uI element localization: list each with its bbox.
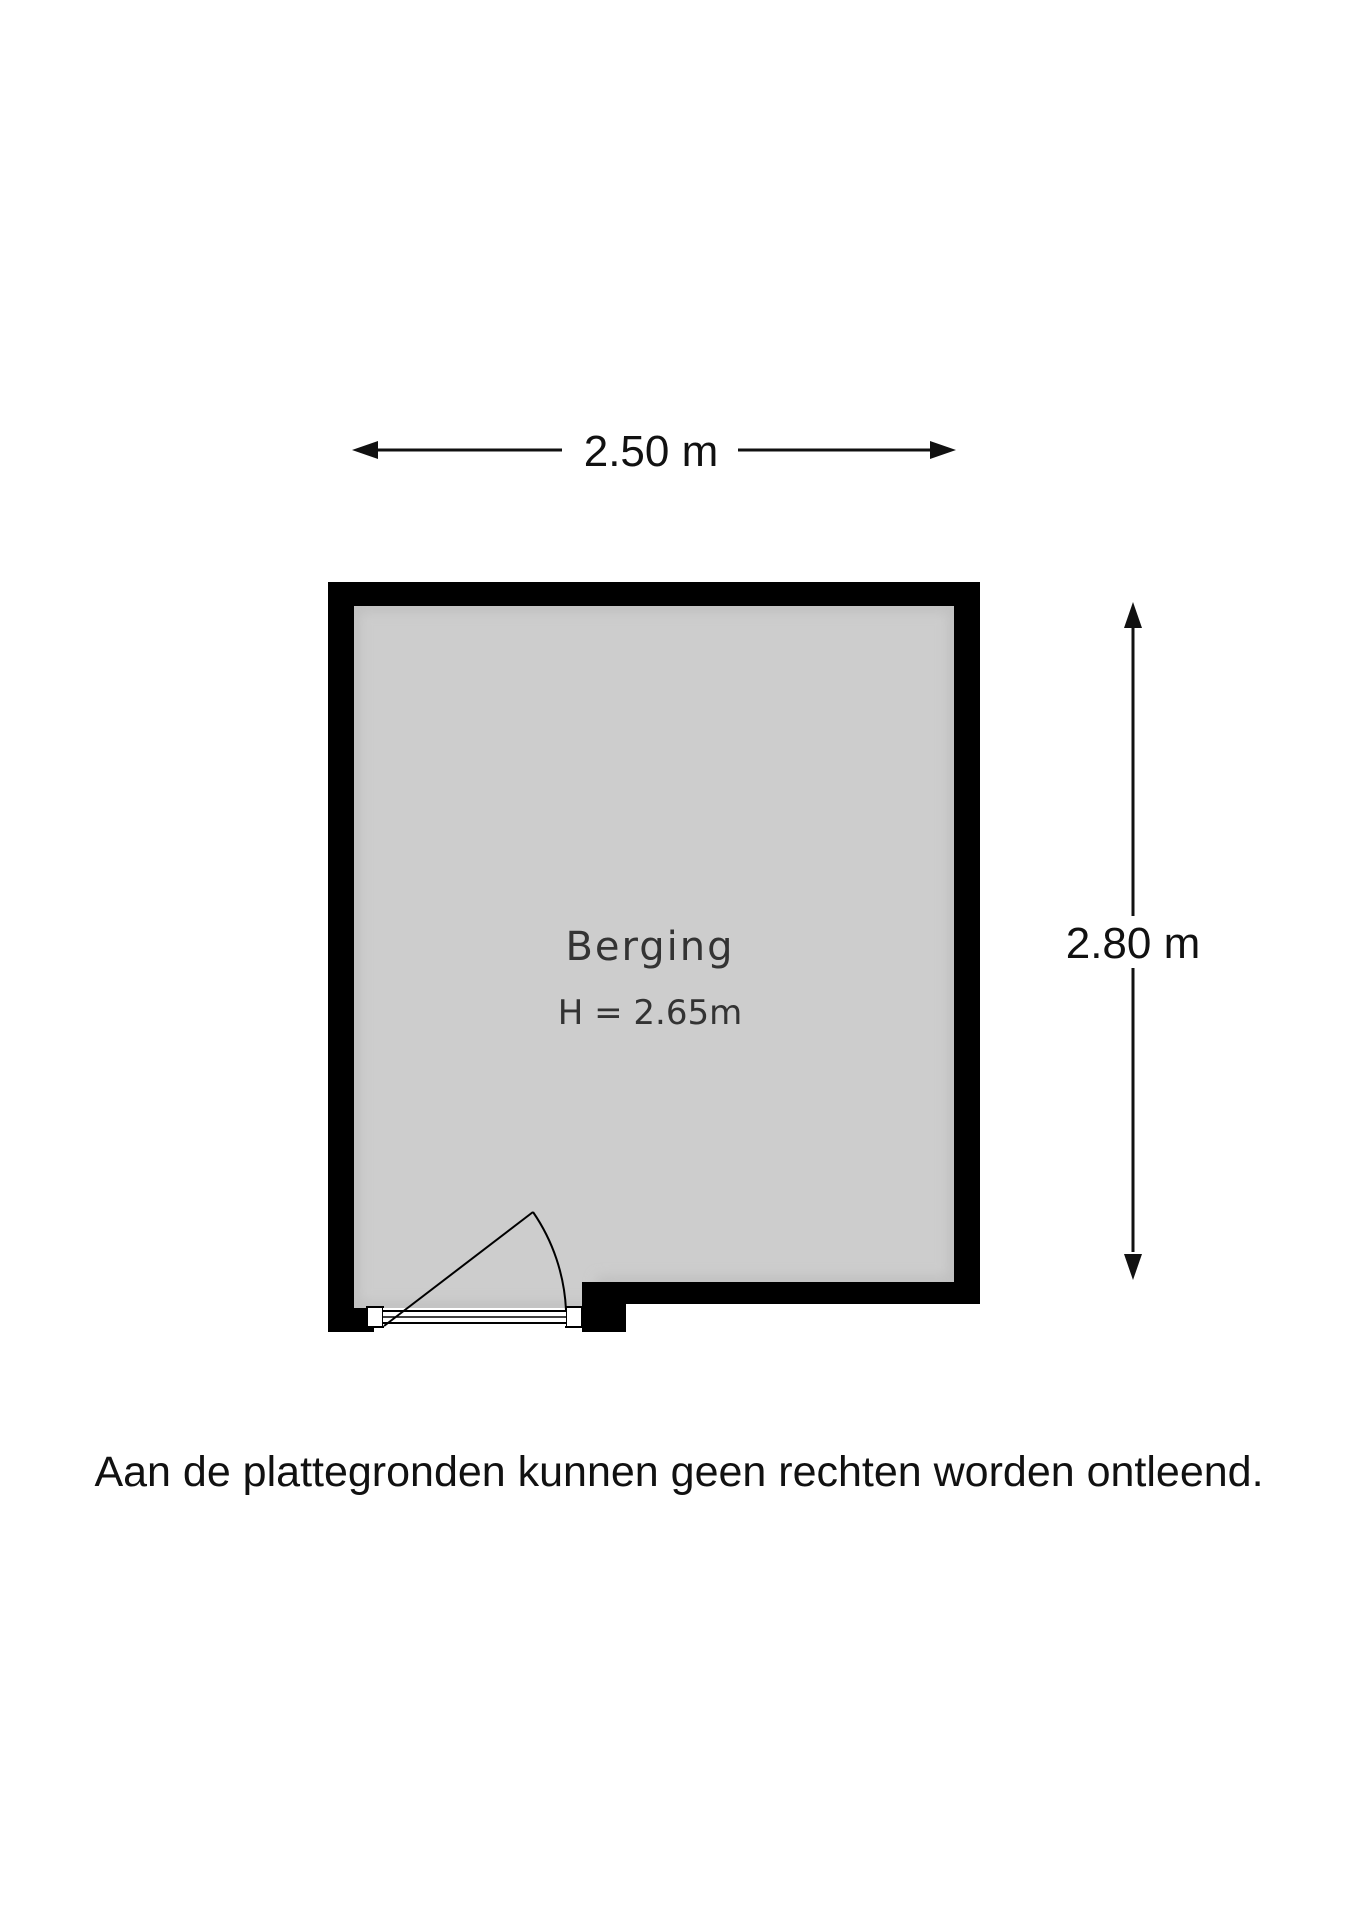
room-berging — [328, 582, 980, 1332]
depth-label: 2.80 m — [1065, 919, 1201, 968]
depth-dimension — [1066, 602, 1201, 1280]
arrow-up-icon — [1124, 602, 1142, 628]
width-label: 2.50 m — [583, 427, 719, 476]
disclaimer-text: Aan de plattegronden kunnen geen rechten worden ontleend. — [94, 1448, 1264, 1496]
room-name: Berging — [565, 924, 735, 970]
arrow-left-icon — [352, 441, 378, 459]
arrow-down-icon — [1124, 1254, 1142, 1280]
room-height: H = 2.65m — [557, 993, 743, 1033]
arrow-right-icon — [930, 441, 956, 459]
width-dimension — [352, 427, 956, 476]
